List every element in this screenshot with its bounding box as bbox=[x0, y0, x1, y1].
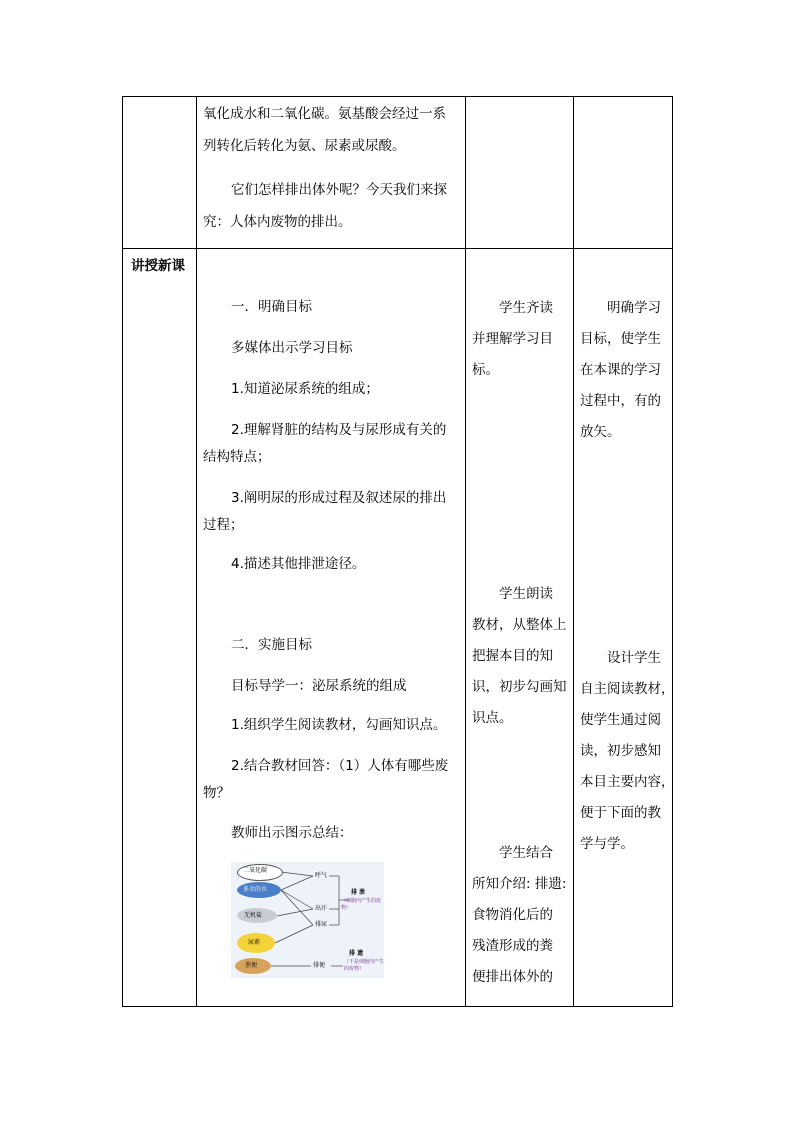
content-line: 究：人体内废物的排出。 bbox=[203, 214, 352, 230]
student-activity-line: 食物消化后的 bbox=[472, 907, 553, 923]
design-intent-line: 学与学。 bbox=[580, 836, 634, 852]
diagram-item: 无机盐 bbox=[244, 912, 263, 919]
content-line: 氧化成水和二氧化碳。氨基酸会经过一系 bbox=[203, 106, 446, 122]
content-line: 教师出示图示总结： bbox=[231, 825, 353, 841]
egestion-note: （不是细胞内产生的废物） bbox=[344, 959, 385, 972]
design-intent-line: 过程中，有的 bbox=[580, 393, 661, 409]
objective-item: 4.描述其他排泄途径。 bbox=[231, 556, 366, 572]
diagram-item: 二氧化碳 bbox=[243, 867, 268, 874]
diagram-item: 尿素 bbox=[248, 939, 261, 946]
column-divider-3 bbox=[573, 96, 574, 1007]
route-label: 出汗 bbox=[315, 905, 328, 912]
student-activity-line: 所知介绍: 排遗: bbox=[472, 876, 567, 892]
table-bottom-border bbox=[122, 1006, 673, 1007]
student-activity-line: 学生齐读 bbox=[499, 300, 553, 316]
content-line: 1.组织学生阅读教材，勾画知识点。 bbox=[231, 717, 447, 733]
design-intent-line: 在本课的学习 bbox=[580, 362, 661, 378]
route-label: 排尿 bbox=[315, 921, 328, 928]
design-intent-line: 明确学习 bbox=[607, 300, 661, 316]
table-top-border bbox=[122, 96, 673, 97]
table-left-border bbox=[122, 96, 123, 1007]
objective-item: 过程； bbox=[203, 517, 244, 533]
student-activity-line: 标。 bbox=[472, 362, 499, 378]
student-activity-line: 便排出体外的 bbox=[472, 969, 553, 985]
design-intent-line: 设计学生 bbox=[607, 650, 661, 666]
column-divider-1 bbox=[196, 96, 197, 1007]
section-heading: 一．明确目标 bbox=[231, 299, 312, 315]
student-activity-line: 识点。 bbox=[472, 710, 513, 726]
design-intent-line: 使学生通过阅 bbox=[580, 712, 661, 728]
stage-label: 讲授新课 bbox=[131, 258, 185, 274]
design-intent-line: 便于下面的教 bbox=[580, 805, 661, 821]
excretion-note: （细胞内产生的废物） bbox=[341, 898, 382, 911]
student-activity-line: 识，初步勾画知 bbox=[472, 679, 567, 695]
content-line: 2.结合教材回答：（1）人体有哪些废 bbox=[231, 758, 449, 774]
objective-item: 2.理解肾脏的结构及与尿形成有关的 bbox=[231, 422, 447, 438]
content-line: 多媒体出示学习目标 bbox=[231, 340, 353, 356]
design-intent-line: 放矢。 bbox=[580, 424, 621, 440]
student-activity-line: 把握本目的知 bbox=[472, 648, 553, 664]
content-line: 目标导学一：泌尿系统的组成 bbox=[231, 678, 407, 694]
egestion-title: 排 遗 bbox=[349, 950, 364, 957]
design-intent-line: 自主阅读教材， bbox=[580, 681, 675, 697]
diagram-item: 粪便 bbox=[245, 962, 258, 969]
column-divider-2 bbox=[465, 96, 466, 1007]
design-intent-line: 本目主要内容， bbox=[580, 774, 675, 790]
route-label: 呼气 bbox=[315, 872, 328, 879]
content-line: 物？ bbox=[203, 785, 230, 801]
design-intent-line: 读，初步感知 bbox=[580, 743, 661, 759]
objective-item: 1.知道泌尿系统的组成； bbox=[231, 381, 379, 397]
objective-item: 结构特点； bbox=[203, 449, 271, 465]
diagram-item: 多余的水 bbox=[243, 886, 268, 893]
table-right-border bbox=[672, 96, 673, 1007]
excretion-title: 排 泄 bbox=[351, 889, 366, 896]
row-divider bbox=[122, 248, 673, 249]
route-label: 排便 bbox=[313, 962, 326, 969]
design-intent-line: 目标，使学生 bbox=[580, 331, 661, 347]
excretion-diagram bbox=[231, 862, 384, 978]
content-line: 列转化后转化为氨、尿素或尿酸。 bbox=[203, 138, 406, 154]
student-activity-line: 残渣形成的粪 bbox=[472, 938, 553, 954]
student-activity-line: 教材，从整体上 bbox=[472, 617, 567, 633]
student-activity-line: 学生结合 bbox=[499, 845, 553, 861]
section-heading: 二．实施目标 bbox=[231, 637, 312, 653]
content-line: 它们怎样排出体外呢？今天我们来探 bbox=[231, 182, 447, 198]
objective-item: 3.阐明尿的形成过程及叙述尿的排出 bbox=[231, 490, 447, 506]
student-activity-line: 并理解学习目 bbox=[472, 331, 553, 347]
student-activity-line: 学生朗读 bbox=[499, 586, 553, 602]
